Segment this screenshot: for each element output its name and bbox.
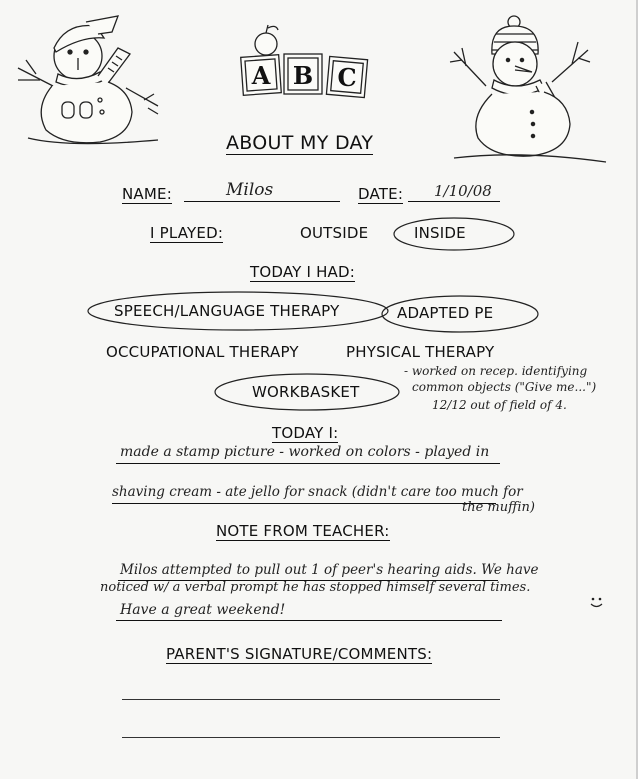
parent-signature-line-2[interactable] — [122, 737, 500, 738]
today-i-rule-2 — [112, 503, 496, 504]
played-option-outside: OUTSIDE — [300, 224, 369, 242]
inside-circle-mark — [392, 216, 522, 256]
date-value: 1/10/08 — [434, 182, 492, 200]
abc-blocks-illustration — [236, 22, 372, 106]
teacher-note-line-2: noticed w/ a verbal prompt he has stopped himself several times. — [100, 580, 531, 595]
therapy-physical: PHYSICAL THERAPY — [346, 343, 495, 361]
speech-circle-mark — [86, 290, 396, 334]
today-i-line-3: the muffin) — [462, 500, 535, 515]
page-title: ABOUT MY DAY — [226, 132, 374, 154]
played-option-inside: INSIDE — [414, 224, 466, 242]
workbasket-note-line-2: common objects ("Give me...") — [412, 380, 597, 394]
snowman-left-illustration — [8, 8, 168, 148]
smiley-doodle-icon — [588, 594, 606, 610]
name-field-line — [184, 201, 340, 202]
name-value: Milos — [226, 180, 274, 200]
date-field-line — [408, 201, 500, 202]
snowman-right-illustration — [440, 12, 610, 164]
workbasket-item: WORKBASKET — [252, 383, 360, 401]
today-i-label: TODAY I: — [272, 424, 339, 442]
today-i-line-2: shaving cream - ate jello for snack (didn't care too much for — [112, 484, 523, 500]
teacher-note-line-3: Have a great weekend! — [120, 602, 286, 618]
date-label: DATE: — [358, 185, 404, 203]
therapy-occupational: OCCUPATIONAL THERAPY — [106, 343, 299, 361]
teacher-note-label: NOTE FROM TEACHER: — [216, 522, 390, 540]
workbasket-note-line-3: 12/12 out of field of 4. — [432, 398, 567, 412]
parent-signature-label: PARENT'S SIGNATURE/COMMENTS: — [166, 645, 433, 663]
teacher-note-rule-2 — [116, 620, 502, 621]
workbasket-circle-mark — [212, 372, 404, 416]
today-had-label: TODAY I HAD: — [250, 263, 356, 281]
block-letter-c: C — [337, 63, 357, 92]
parent-signature-line-1[interactable] — [122, 699, 500, 700]
teacher-note-line-1: Milos attempted to pull out 1 of peer's hearing aids. We have — [120, 562, 539, 578]
workbasket-note-line-1: - worked on recep. identifying — [404, 364, 588, 378]
played-label: I PLAYED: — [150, 224, 224, 242]
today-i-rule-1 — [116, 463, 500, 464]
therapy-speech: SPEECH/LANGUAGE THERAPY — [114, 302, 340, 320]
therapy-adapted-pe: ADAPTED PE — [397, 304, 494, 322]
block-letter-b: B — [292, 61, 314, 90]
block-letter-a: A — [251, 61, 271, 90]
adapted-pe-circle-mark — [380, 294, 544, 338]
name-label: NAME: — [122, 185, 172, 203]
today-i-line-1: made a stamp picture - worked on colors - played in — [120, 444, 490, 460]
